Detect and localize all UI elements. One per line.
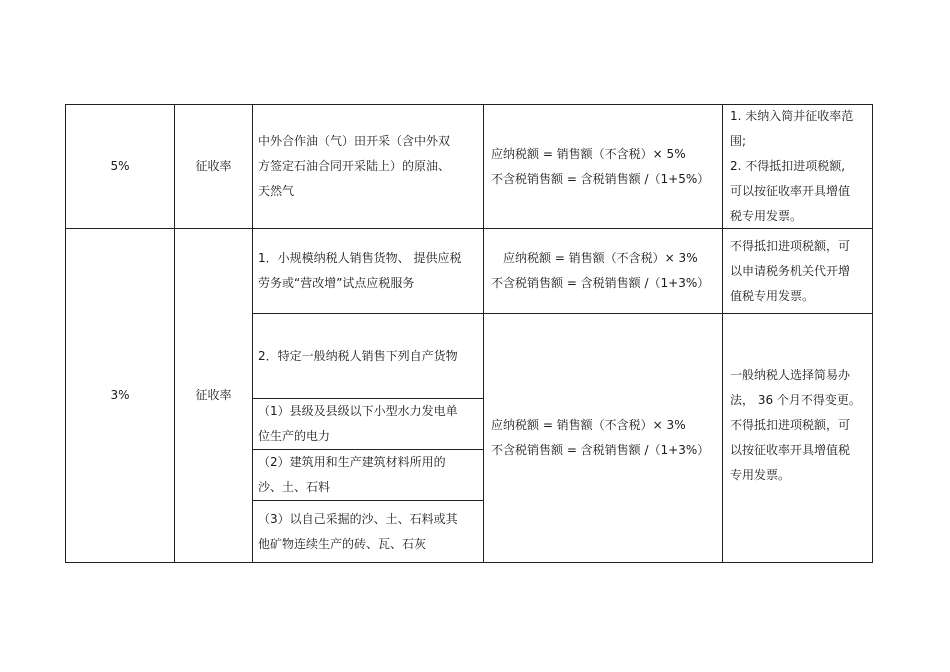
scope-text: 1．小规模纳税人销售货物、 提供应税 劳务或“营改增”试点应税服务 [258,251,462,290]
note-text: 一般纳税人选择简易办 法， 36 个月不得变更。 不得抵扣进项税额，可 以按征收率开具增值税 专用发票。 [730,367,861,482]
formula-cell [491,105,721,228]
list-item [258,450,480,500]
note-text: 不得抵扣进项税额，可 以申请税务机关代开增 值税专用发票。 [730,238,851,303]
formula-cell [491,314,721,562]
type-label: 征收率 [195,388,232,402]
scope-text: 中外合作油（气）田开采（含中外双 方签定石油合同开采陆上）的原油、 天然气 [258,134,451,198]
note-text: 1. 未纳入简并征收率范 围; 2. 不得抵扣进项税额, 可以按征收率开具增值 税专用发票。 [730,109,854,223]
note-cell [730,229,870,313]
type-label: 征收率 [195,159,232,173]
scope-cell [258,105,480,228]
formula-line: 不含税销售额 = 含税销售额 /（1+3%） [491,443,710,457]
formula-line: 应纳税额 = 销售额（不含税）× 3% [503,251,698,265]
item-text: （2）建筑用和生产建筑材料所用的 沙、土、石料 [258,455,446,494]
item-text: （3）以自己采掘的沙、土、石料或其 他矿物连续生产的砖、瓦、石灰 [258,511,458,551]
rate-cell [66,229,174,562]
scope-cell [258,229,480,313]
table-border-right [872,104,873,563]
list-item [258,399,480,449]
rate-value: 3% [110,388,130,402]
type-cell [175,229,252,562]
formula-cell [491,229,721,313]
col-divider-3 [483,104,484,563]
rate-cell [66,105,174,228]
scope-text: 2．特定一般纳税人销售下列自产货物 [258,348,458,363]
item-text: （1）县级及县级以下小型水力发电单 位生产的电力 [258,404,458,443]
formula-line: 应纳税额 = 销售额（不含税）× 5% [491,146,686,161]
formula-line: 不含税销售额 = 含税销售额 /（1+3%） [491,276,710,290]
table-border-bottom [65,562,873,563]
note-cell [730,314,870,562]
scope-cell [258,314,480,398]
note-cell [730,105,870,228]
list-item [258,501,480,562]
formula-line: 应纳税额 = 销售额（不含税）× 3% [491,418,686,432]
type-cell [175,105,252,228]
rate-value: 5% [110,159,130,173]
formula-line: 不含税销售额 = 含税销售额 /（1+5%） [491,171,710,186]
col-divider-4 [722,104,723,563]
col-divider-2 [252,104,253,563]
